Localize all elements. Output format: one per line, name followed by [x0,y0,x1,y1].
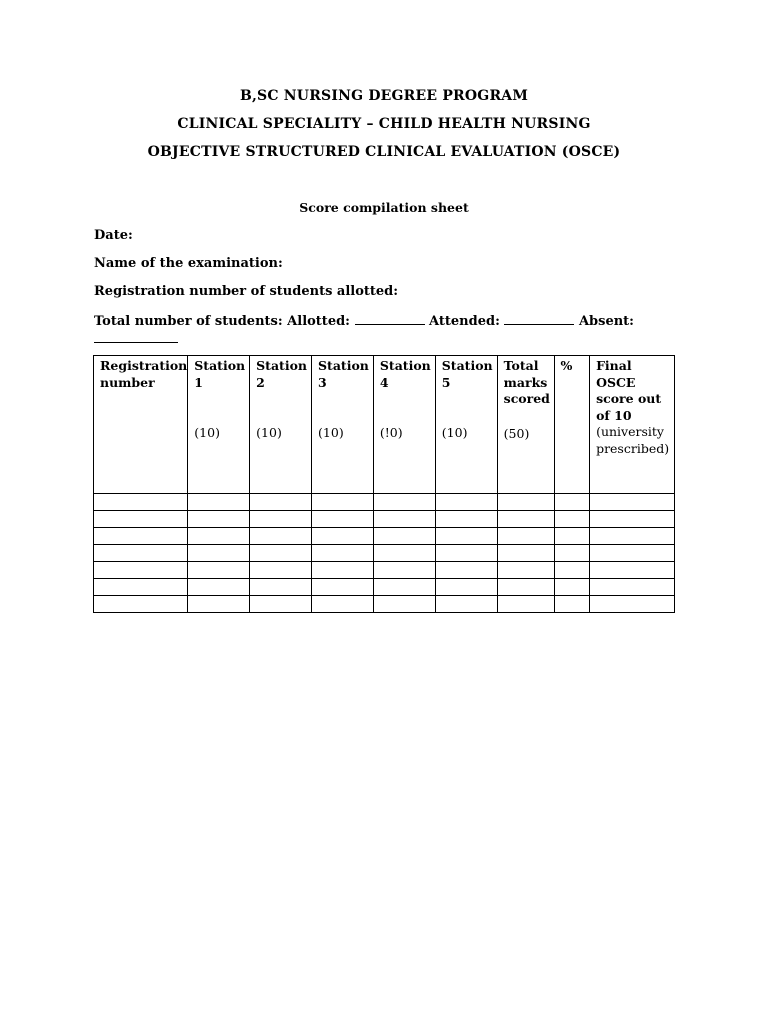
table-cell[interactable] [250,494,312,511]
absent-label: Absent: [578,314,634,329]
table-cell[interactable] [435,545,497,562]
column-header-total [497,356,554,494]
evaluation-title: OBJECTIVE STRUCTURED CLINICAL EVALUATION (OSCE) [147,144,621,160]
registration-numbers-label: Registration number of students allotted: [94,284,399,299]
table-cell[interactable] [94,545,188,562]
table-cell[interactable] [373,579,435,596]
date-field-label: Date: [94,228,133,243]
table-cell[interactable] [94,494,188,511]
table-cell[interactable] [497,511,554,528]
table-cell[interactable] [590,579,675,596]
column-label: Final OSCE score out of 10 [596,358,662,423]
absent-blank [94,342,178,343]
table-cell[interactable] [250,528,312,545]
table-cell[interactable] [188,562,250,579]
table-cell[interactable] [554,579,590,596]
table-cell[interactable] [94,596,188,613]
table-cell[interactable] [554,494,590,511]
table-cell[interactable] [435,562,497,579]
table-cell[interactable] [250,579,312,596]
column-label: Registration number [100,358,188,390]
table-cell[interactable] [312,494,374,511]
attended-blank [504,312,574,325]
table-cell[interactable] [373,511,435,528]
total-students-label: Total number of students: [94,314,283,329]
allotted-blank [355,312,425,325]
table-cell[interactable] [554,596,590,613]
table-cell[interactable] [497,562,554,579]
column-label: Station 5 [441,358,493,390]
table-cell[interactable] [497,545,554,562]
table-cell[interactable] [590,528,675,545]
column-label: Total marks scored [503,358,550,406]
table-cell[interactable] [188,579,250,596]
table-cell[interactable] [554,562,590,579]
table-cell[interactable] [497,494,554,511]
column-header-station-3 [312,356,374,494]
table-cell[interactable] [497,579,554,596]
table-cell[interactable] [590,511,675,528]
column-label: Station 1 [194,358,246,390]
column-max-marks: (!0) [379,425,403,440]
allotted-label: Allotted: [287,314,350,329]
table-cell[interactable] [373,528,435,545]
table-cell[interactable] [312,596,374,613]
table-row [94,562,675,579]
table-row [94,545,675,562]
table-cell[interactable] [250,596,312,613]
column-header-final-score [590,356,675,494]
table-cell[interactable] [554,528,590,545]
program-title: B,SC NURSING DEGREE PROGRAM [239,88,529,104]
table-cell[interactable] [188,596,250,613]
attended-label: Attended: [429,314,500,329]
column-label: % [560,358,573,373]
column-label: Station 2 [256,358,308,390]
column-label: Station 3 [318,358,369,390]
column-max-marks: (10) [318,425,344,440]
column-header-station-4 [373,356,435,494]
table-cell[interactable] [250,511,312,528]
table-row [94,579,675,596]
column-header-percent [554,356,590,494]
column-header-station-5 [435,356,497,494]
column-note: (university prescribed) [596,424,670,456]
table-cell[interactable] [590,562,675,579]
table-cell[interactable] [435,579,497,596]
table-cell[interactable] [435,596,497,613]
table-cell[interactable] [590,545,675,562]
specialty-title: CLINICAL SPECIALITY – CHILD HEALTH NURSING [177,116,591,132]
table-header-row [94,356,675,494]
table-cell[interactable] [94,562,188,579]
table-cell[interactable] [373,562,435,579]
column-max-marks: (10) [194,425,220,440]
table-cell[interactable] [554,545,590,562]
table-cell[interactable] [373,494,435,511]
score-table-body [94,494,675,613]
table-cell[interactable] [188,528,250,545]
sheet-title: Score compilation sheet [299,200,469,215]
table-cell[interactable] [497,528,554,545]
column-label: Station 4 [379,358,431,390]
table-cell[interactable] [188,511,250,528]
table-cell[interactable] [435,511,497,528]
table-cell[interactable] [188,545,250,562]
table-cell[interactable] [435,528,497,545]
table-row [94,511,675,528]
table-cell[interactable] [554,511,590,528]
table-cell[interactable] [373,596,435,613]
examination-name-label: Name of the examination: [94,256,283,271]
table-cell[interactable] [250,545,312,562]
table-cell[interactable] [373,545,435,562]
column-max-marks: (50) [503,425,530,441]
table-cell[interactable] [312,511,374,528]
table-cell[interactable] [312,545,374,562]
score-table [93,355,675,613]
column-header-station-2 [250,356,312,494]
column-max-marks: (10) [256,425,282,440]
table-cell[interactable] [94,579,188,596]
table-row [94,494,675,511]
table-cell[interactable] [250,562,312,579]
table-cell[interactable] [188,494,250,511]
column-header-station-1 [188,356,250,494]
table-row [94,528,675,545]
table-cell[interactable] [94,528,188,545]
table-cell[interactable] [312,562,374,579]
table-cell[interactable] [435,494,497,511]
table-cell[interactable] [497,596,554,613]
student-totals-line [94,312,634,329]
table-row [94,596,675,613]
column-max-marks: (10) [441,425,468,440]
table-cell[interactable] [590,596,675,613]
column-header-registration [94,356,188,494]
table-cell[interactable] [94,511,188,528]
table-cell[interactable] [312,528,374,545]
table-cell[interactable] [590,494,675,511]
table-cell[interactable] [312,579,374,596]
